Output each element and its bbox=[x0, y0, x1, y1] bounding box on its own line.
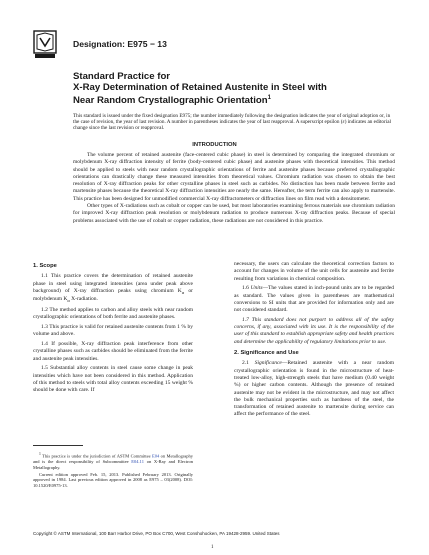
astm-logo-icon bbox=[33, 30, 57, 60]
scope-1-2: 1.2 The method applies to carbon and alloy steels with near random crystallographic orientations of both ferrite and austenite phases. bbox=[33, 307, 193, 321]
page-number: 1 bbox=[211, 545, 214, 550]
introduction-body bbox=[73, 152, 395, 225]
footnotes bbox=[33, 452, 193, 490]
title-line-2: X-Ray Determination of Retained Austenite in Steel with bbox=[73, 82, 327, 93]
title-footnote-marker: 1 bbox=[267, 95, 271, 101]
document-title bbox=[73, 71, 403, 106]
title-line-1: Standard Practice for bbox=[73, 71, 171, 82]
scope-1-6: 1.6 Units—The values stated in inch-pound units are to be regarded as standard. The values given in parentheses are mathematical conversions to SI units that are provided for information only and are not considered standard. bbox=[234, 285, 394, 314]
introduction-heading: INTRODUCTION bbox=[192, 142, 237, 148]
subcommittee-e04-11-link[interactable]: E04.11 bbox=[131, 459, 145, 465]
left-column bbox=[33, 260, 193, 397]
significance-heading: 2. Significance and Use bbox=[234, 350, 299, 357]
introduction-paragraph-2: Other types of X-radiations such as cobalt or copper can be used, but most laboratories examining ferrous materials use chromium radiation for improved X-ray diffraction peak resolution or molybdenum radiation to produce numerous X-ray diffraction peaks. Because of special problems associated with the use of cobalt or copper radiation, these radiations are not considered in this practice. bbox=[73, 203, 395, 224]
designation: Designation: E975 − 13 bbox=[73, 39, 167, 49]
footnote-edition: Current edition approved Feb. 15, 2013. Published February 2013. Originally approved in 1984. Last previous edition approved in 2008 as E975 – 03(2008). DOI: 10.1520/E0975-13. bbox=[33, 471, 193, 488]
footnote-1: $^1$ This practice is under the jurisdiction of ASTM Committee E04 on Metallography and is the direct responsibility of Subcommittee E04.11 on X-Ray and Electron Metallography. bbox=[33, 452, 193, 470]
significance-2-1: 2.1 Significance—Retained austenite with a near random crystallographic orientation is found in the microstructure of heat-treated low-alloy, high-strength steels that have medium (0.40 weight %) or higher carbon contents. Although the presence of retained austenite may not be evident in the microstructure, and may not affect the bulk mechanical properties such as hardness of the steel, the transformation of retained austenite to martensite during service can affect the performance of the steel. bbox=[234, 360, 394, 418]
designation-notice: This standard is issued under the fixed designation E975; the number immediately following the designation indicates the year of original adoption or, in the case of revision, the year of last revision. A number in parentheses indicates the year of last reapproval. A superscript epsilon (ε) indicates an editorial change since the last revision or reapproval. bbox=[73, 113, 391, 132]
footnote-divider bbox=[33, 445, 83, 446]
scope-1-7: 1.7 This standard does not purport to address all of the safety concerns, if any, associated with its use. It is the responsibility of the user of this standard to establish appropriate safety and health practices and determine the applicability of regulatory limitations prior to use. bbox=[234, 316, 394, 345]
right-column bbox=[234, 261, 394, 421]
scope-1-1: 1.1 This practice covers the determination of retained austenite phase in steel using integrated intensities (area under peak above background) of X-ray diffraction peaks using chromium $K_\alpha$ or molybdenum $K_\alpha$ X-radiation. bbox=[33, 273, 193, 304]
scope-heading: 1. Scope bbox=[33, 263, 57, 269]
introduction-paragraph-1: The volume percent of retained austenite (face-centered cubic phase) in steel is determined by comparing the integrated chromium or molybdenum X-ray diffraction intensity of ferrite (body-centered cubic phase) and austenite phases with theoretical intensities. This method should be applied to steels with near random crystallographic orientations of ferrite and austenite phases because preferred crystallographic orientations can drastically change these measured intensities from theoretical values. Chromium radiation was chosen to obtain the best resolution of X-ray diffraction peaks for other crystalline phases in steel such as carbides. No distinction has been made between ferrite and martensite phases because the theoretical X-ray diffraction intensities are nearly the same. Hereafter, the term ferrite can also apply to martensite. This practice has been designed for unmodified commercial X-ray diffractometers or diffraction lines on film read with a densitometer. bbox=[73, 152, 395, 202]
scope-1-5: 1.5 Substantial alloy contents in steel cause some change in peak intensities which have not been considered in this method. Application of this method to steels with total alloy contents exceeding 15 weight % should be done with care. If bbox=[33, 365, 193, 394]
scope-1-3: 1.3 This practice is valid for retained austenite contents from 1 % by volume and above. bbox=[33, 324, 193, 338]
scope-1-4: 1.4 If possible, X-ray diffraction peak interference from other crystalline phases such as carbides should be eliminated from the ferrite and austenite peak intensities. bbox=[33, 341, 193, 362]
copyright-footer: Copyright © ASTM International, 100 Barr Harbor Drive, PO Box C700, West Conshohocken, PA 19428-2959. United States bbox=[33, 531, 280, 536]
scope-1-5-continued: necessary, the users can calculate the theoretical correction factors to account for changes in volume of the unit cells for austenite and ferrite resulting from variations in chemical composition. bbox=[234, 261, 394, 282]
committee-e04-link[interactable]: E04 bbox=[152, 453, 160, 459]
title-line-3: Near Random Crystallographic Orientation$^1$ bbox=[73, 95, 271, 107]
